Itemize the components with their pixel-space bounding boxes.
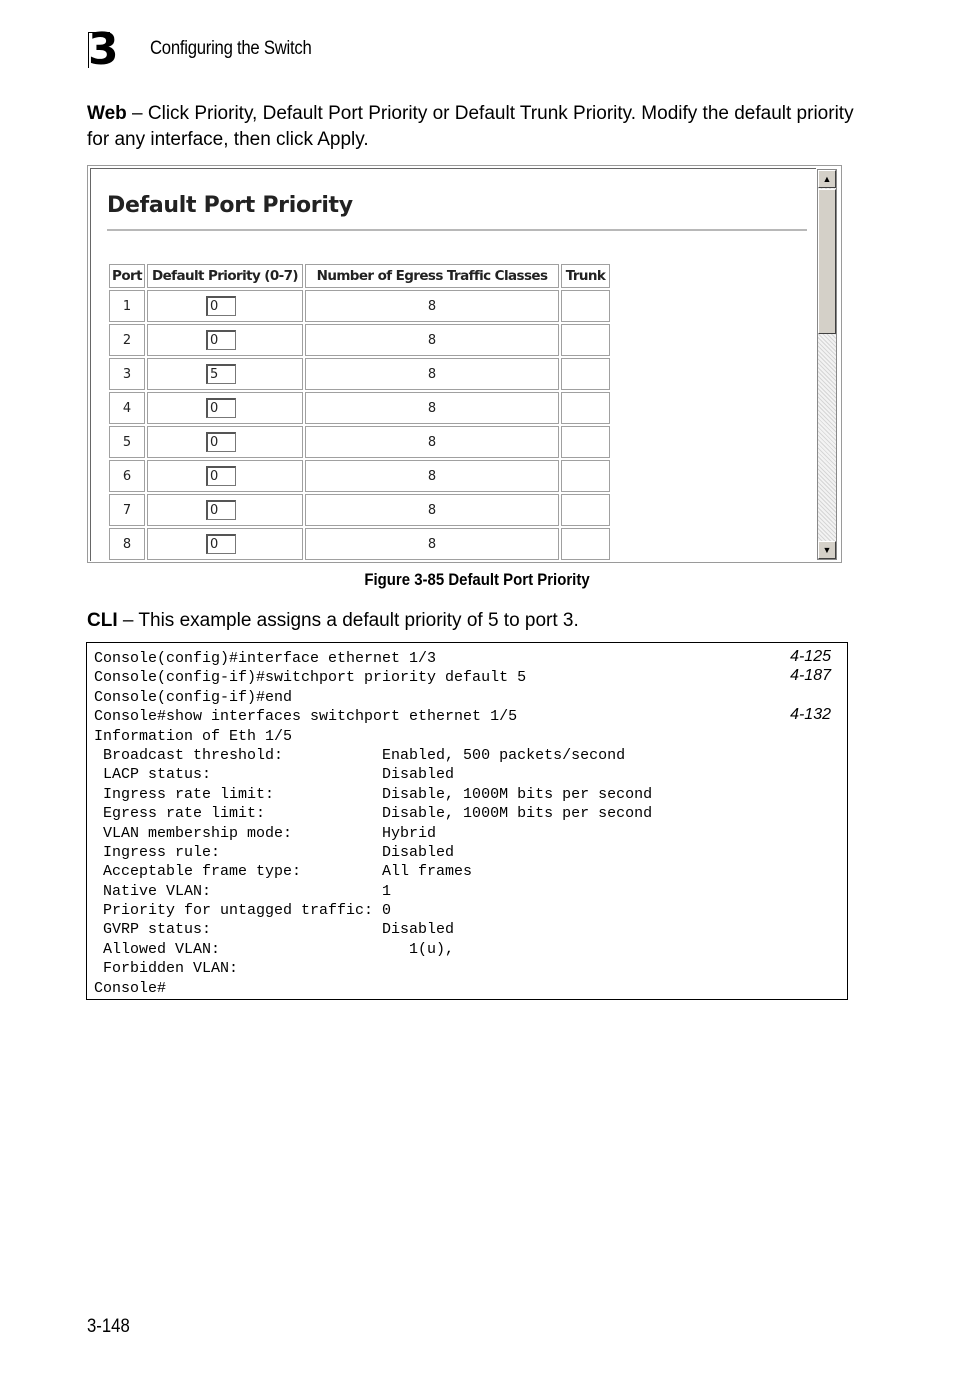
default-priority-cell: [147, 426, 303, 458]
trunk-cell: [561, 324, 610, 356]
port-priority-table: [107, 262, 612, 561]
trunk-cell: [561, 460, 610, 492]
cli-line: Console#: [94, 979, 167, 997]
cli-lead: CLI: [87, 610, 118, 631]
table-row: [109, 494, 610, 526]
table-row: [109, 460, 610, 492]
default-priority-input[interactable]: [206, 398, 236, 418]
cli-line: Broadcast threshold: Enabled, 500 packets/second: [94, 746, 626, 764]
cli-page-ref: 4-187: [790, 667, 831, 685]
scroll-down-arrow-icon[interactable]: ▼: [818, 541, 836, 559]
web-lead: Web: [87, 103, 127, 124]
cli-page-ref: 4-125: [790, 648, 831, 665]
table-header-row: [109, 264, 610, 288]
trunk-cell: [561, 392, 610, 424]
web-instructions-text: – Click Priority, Default Port Priority or Default Trunk Priority. Modify the default priority for any interface, then click Apply.: [87, 103, 854, 150]
cli-instructions-text: – This example assigns a default priority of 5 to port 3.: [117, 610, 579, 631]
egress-classes-cell: 8: [305, 426, 559, 458]
column-header-port: Port: [109, 264, 145, 288]
table-row: [109, 324, 610, 356]
cli-instructions: [87, 608, 857, 634]
port-cell: 4: [109, 392, 145, 424]
egress-classes-cell: 8: [305, 290, 559, 322]
table-row: [109, 358, 610, 390]
scroll-up-arrow-icon[interactable]: ▲: [818, 170, 836, 188]
egress-classes-cell: 8: [305, 392, 559, 424]
egress-classes-cell: 8: [305, 358, 559, 390]
default-priority-cell: [147, 324, 303, 356]
figure-caption-text: Figure 3-85 Default Port Priority: [364, 570, 590, 589]
port-cell: 6: [109, 460, 145, 492]
default-port-priority-screenshot: [87, 165, 842, 563]
port-cell: 1: [109, 290, 145, 322]
port-cell: 2: [109, 324, 145, 356]
web-instructions: [87, 101, 857, 153]
title-divider: [107, 229, 807, 231]
default-priority-input[interactable]: [206, 534, 236, 554]
cli-line: Egress rate limit: Disable, 1000M bits per second: [94, 805, 653, 823]
default-priority-cell: [147, 460, 303, 492]
column-header-egress-classes: Number of Egress Traffic Classes: [305, 264, 559, 288]
table-row: [109, 290, 610, 322]
trunk-cell: [561, 426, 610, 458]
port-cell: 3: [109, 358, 145, 390]
egress-classes-cell: 8: [305, 494, 559, 526]
default-priority-cell: [147, 528, 303, 560]
column-header-trunk: Trunk: [561, 264, 610, 288]
cli-line: Information of Eth 1/5: [94, 727, 293, 745]
cli-page-ref: [790, 686, 831, 705]
cli-line: Ingress rule: Disabled: [94, 843, 455, 861]
vertical-scrollbar[interactable]: [817, 169, 837, 560]
cli-line: Console(config-if)#end: [94, 688, 293, 706]
scrollbar-thumb[interactable]: [818, 189, 836, 334]
default-priority-cell: [147, 290, 303, 322]
trunk-cell: [561, 528, 610, 560]
port-cell: 5: [109, 426, 145, 458]
cli-line: Native VLAN: 1: [94, 882, 392, 900]
trunk-cell: [561, 358, 610, 390]
default-priority-input[interactable]: [206, 296, 236, 316]
default-priority-input[interactable]: [206, 466, 236, 486]
port-cell: 7: [109, 494, 145, 526]
cli-example-box: [86, 642, 848, 1000]
browser-content: [90, 168, 816, 561]
cli-line: GVRP status: Disabled: [94, 921, 455, 939]
trunk-cell: [561, 494, 610, 526]
column-header-default-priority: Default Priority (0-7): [147, 264, 303, 288]
egress-classes-cell: 8: [305, 528, 559, 560]
table-row: [109, 392, 610, 424]
cli-line: VLAN membership mode: Hybrid: [94, 824, 437, 842]
cli-line: Console(config)#interface ethernet 1/3: [94, 650, 437, 667]
figure-caption: [0, 570, 954, 590]
egress-classes-cell: 8: [305, 460, 559, 492]
cli-line: Console(config-if)#switchport priority default 5: [94, 669, 527, 687]
cli-line: Allowed VLAN: 1(u),: [94, 940, 455, 958]
chapter-number: 3: [88, 24, 119, 75]
cli-line: Ingress rate limit: Disable, 1000M bits per second: [94, 785, 653, 803]
cli-output: [94, 649, 652, 998]
cli-page-references: [790, 647, 831, 725]
default-priority-input[interactable]: [206, 432, 236, 452]
page-number: 3-148: [87, 1316, 130, 1337]
default-priority-cell: [147, 358, 303, 390]
cli-line: LACP status: Disabled: [94, 766, 455, 784]
cli-line: Priority for untagged traffic: 0: [94, 902, 392, 920]
cli-line: Console#show interfaces switchport ethernet 1/5: [94, 708, 518, 726]
table-row: [109, 426, 610, 458]
default-priority-input[interactable]: [206, 330, 236, 350]
cli-line: Acceptable frame type: All frames: [94, 863, 473, 881]
default-priority-input[interactable]: [206, 364, 236, 384]
running-head: Configuring the Switch: [150, 38, 312, 59]
default-priority-cell: [147, 494, 303, 526]
trunk-cell: [561, 290, 610, 322]
default-priority-cell: [147, 392, 303, 424]
screen-title: Default Port Priority: [107, 193, 353, 218]
cli-page-ref: 4-132: [790, 706, 831, 724]
table-row: [109, 528, 610, 560]
port-cell: 8: [109, 528, 145, 560]
egress-classes-cell: 8: [305, 324, 559, 356]
cli-line: Forbidden VLAN:: [94, 960, 239, 978]
default-priority-input[interactable]: [206, 500, 236, 520]
